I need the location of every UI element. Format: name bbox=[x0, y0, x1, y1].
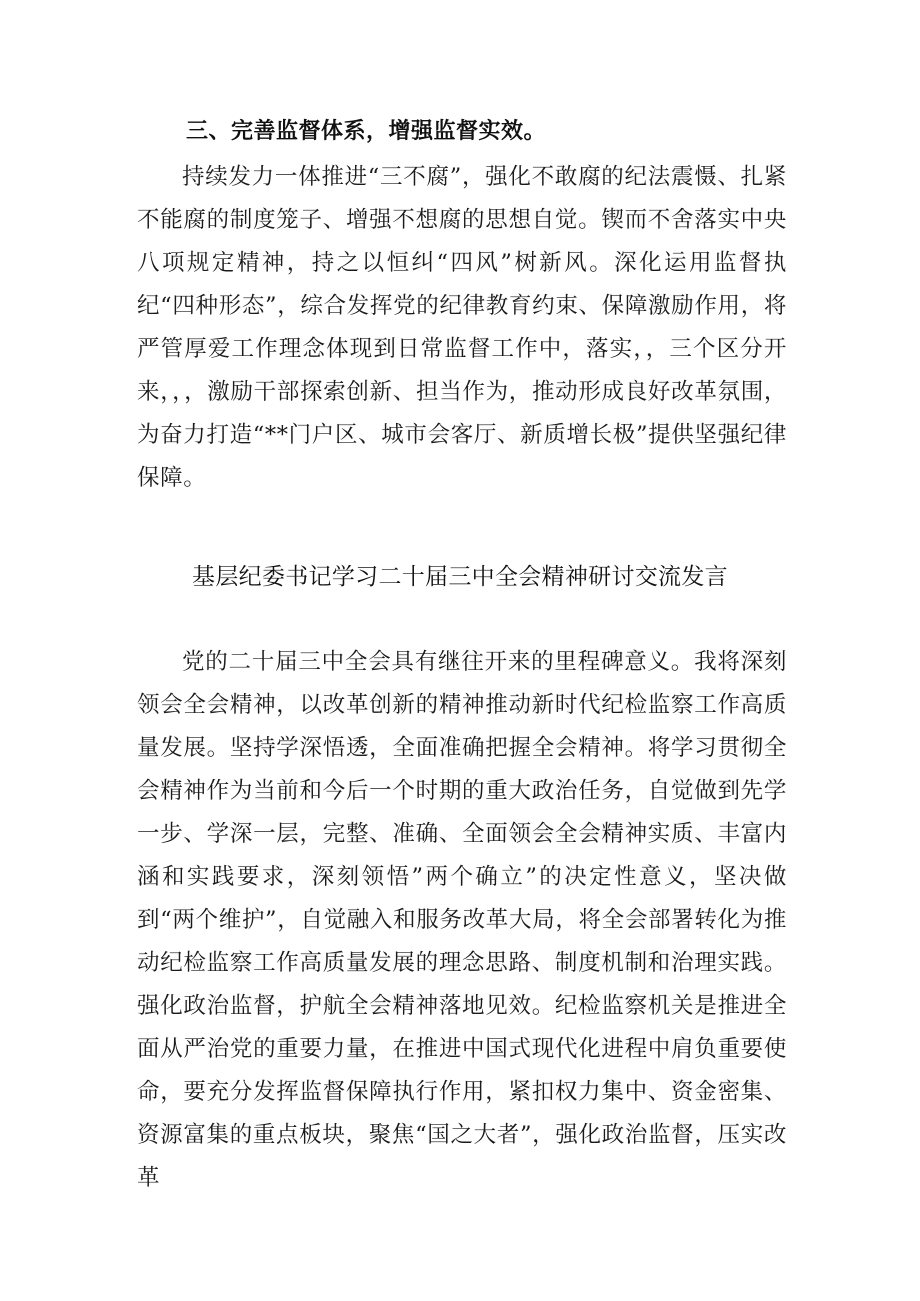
section-heading: 三、完善监督体系，增强监督实效。 bbox=[186, 119, 547, 144]
article-title: 基层纪委书记学习二十届三中全会精神研讨交流发言 bbox=[192, 564, 728, 590]
article-paragraph: 党的二十届三中全会具有继往开来的里程碑意义。我将深刻领会全会精神，以改革创新的精神推动新时代纪检监察工作高质量发展。坚持学深悟透，全面准确把握全会精神。将学习贯彻全会精神作为当前和今后一个时期的重大政治任务，自觉做到先学一步、学深一层，完整、准确、全面领会全会精神实质、丰富内涵和实践要求，深刻领悟”两个确立”的决定性意义，坚决做到“两个维护”，自觉融入和服务改革大局，将全会部署转化为推动纪检监察工作高质量发展的理念思路、制度机制和治理实践。强化政治监督，护航全会精神落地见效。纪检监察机关是推进全面从严治党的重要力量，在推进中国式现代化进程中肩负重要使命，要充分发挥监督保障执行作用，紧扣权力集中、资金密集、资源富集的重点板块，聚焦“国之大者”，强化政治监督，压实改革 bbox=[137, 649, 787, 1191]
section-paragraph: 持续发力一体推进“三不腐”，强化不敢腐的纪法震慑、扎紧不能腐的制度笼子、增强不想腐的思想自觉。锲而不舍落实中央八项规定精神，持之以恒纠“四风”树新风。深化运用监督执纪“四种形态”，综合发挥党的纪律教育约束、保障激励作用，将严管厚爱工作理念体现到日常监督工作中，落实，，三个区分开来，，，激励干部探索创新、担当作为，推动形成良好改革氛围，为奋力打造“**门户区、城市会客厅、新质增长极”提供坚强纪律保障。 bbox=[137, 164, 787, 491]
